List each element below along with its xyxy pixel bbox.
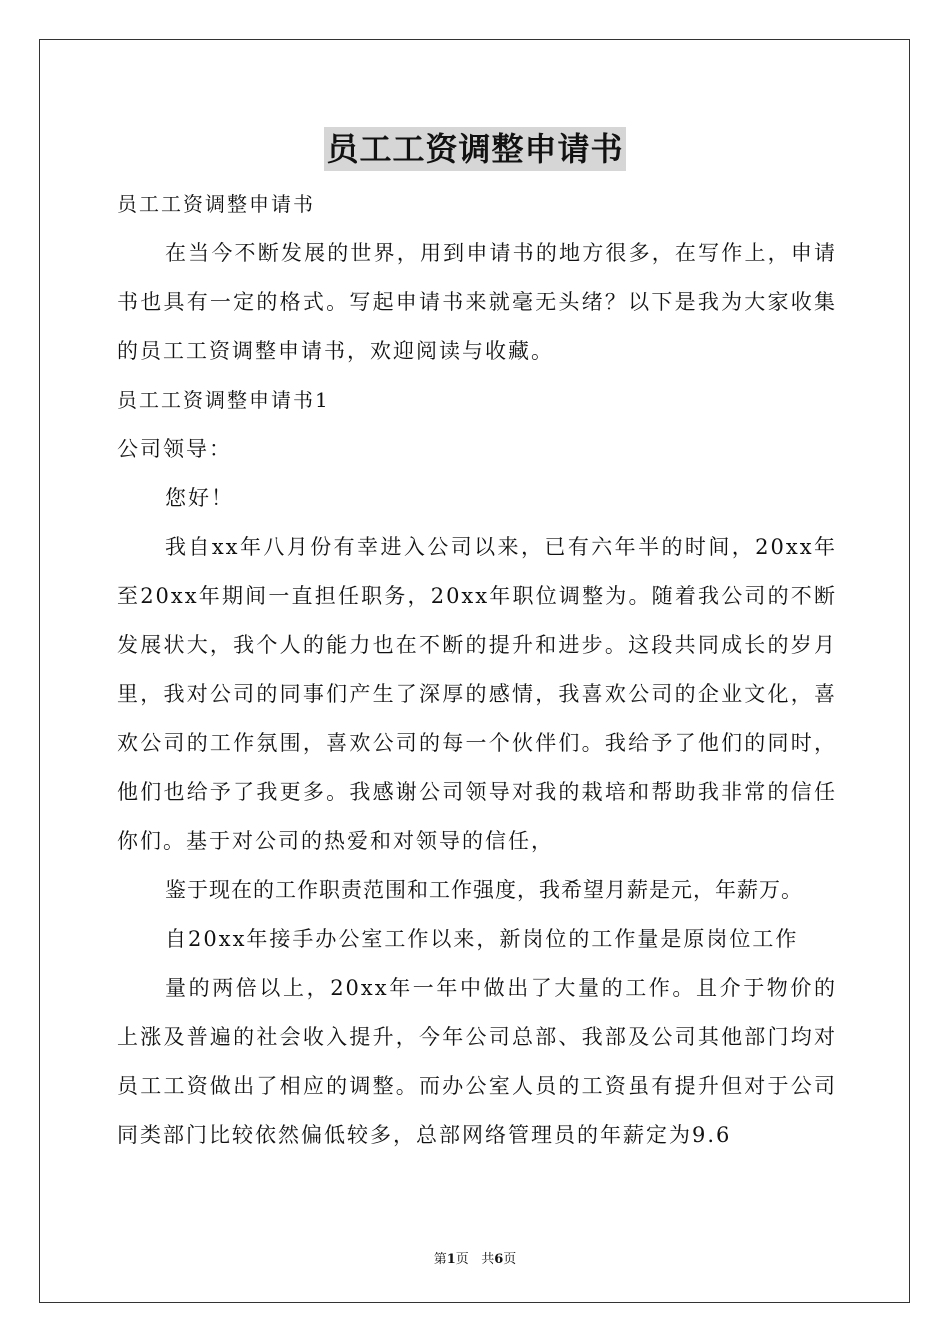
salutation: 公司领导： <box>117 437 232 461</box>
section-heading: 员工工资调整申请书1 <box>117 388 330 412</box>
current-page-number: 1 <box>446 1252 456 1267</box>
document-title: 员工工资调整申请书 <box>324 127 625 171</box>
total-label-suffix: 页 <box>503 1252 517 1267</box>
body-paragraph-3: 自20xx年接手办公室工作以来，新岗位的工作量是原岗位工作 <box>165 927 799 951</box>
body-paragraph-1: 我自xx年八月份有幸进入公司以来，已有六年半的时间，20xx年至20xx年期间一直担任职务，20xx年职位调整为。随着我公司的不断发展状大，我个人的能力也在不断的提升和进步。这段共同成长的岁月里，我对公司的同事们产生了深厚的感情，我喜欢公司的企业文化，喜欢公司的工作氛围，喜欢公司的每一个伙伴们。我给予了他们的同时，他们也给予了我更多。我感谢公司领导对我的栽培和帮助我非常的信任你们。基于对公司的热爱和对领导的信任， <box>117 535 837 853</box>
page-footer <box>0 1248 950 1267</box>
document-body <box>117 180 837 1160</box>
page-label-prefix: 第 <box>433 1252 447 1267</box>
body-paragraph-2: 鉴于现在的工作职责范围和工作强度，我希望月薪是元，年薪万。 <box>165 878 803 902</box>
total-label-prefix: 共 <box>481 1252 495 1267</box>
page-label-suffix: 页 <box>455 1252 469 1267</box>
title-container <box>0 127 950 171</box>
body-paragraph-4: 量的两倍以上，20xx年一年中做出了大量的工作。且介于物价的上涨及普遍的社会收入提升，今年公司总部、我部及公司其他部门均对员工工资做出了相应的调整。而办公室人员的工资虽有提升但对于公司同类部门比较依然偏低较多，总部网络管理员的年薪定为9.6 <box>117 976 837 1147</box>
subtitle-paragraph: 员工工资调整申请书 <box>117 192 315 216</box>
total-pages-number: 6 <box>494 1252 504 1267</box>
intro-paragraph: 在当今不断发展的世界，用到申请书的地方很多，在写作上，申请书也具有一定的格式。写起申请书来就毫无头绪？以下是我为大家收集的员工工资调整申请书，欢迎阅读与收藏。 <box>117 241 837 363</box>
greeting: 您好！ <box>165 486 234 510</box>
